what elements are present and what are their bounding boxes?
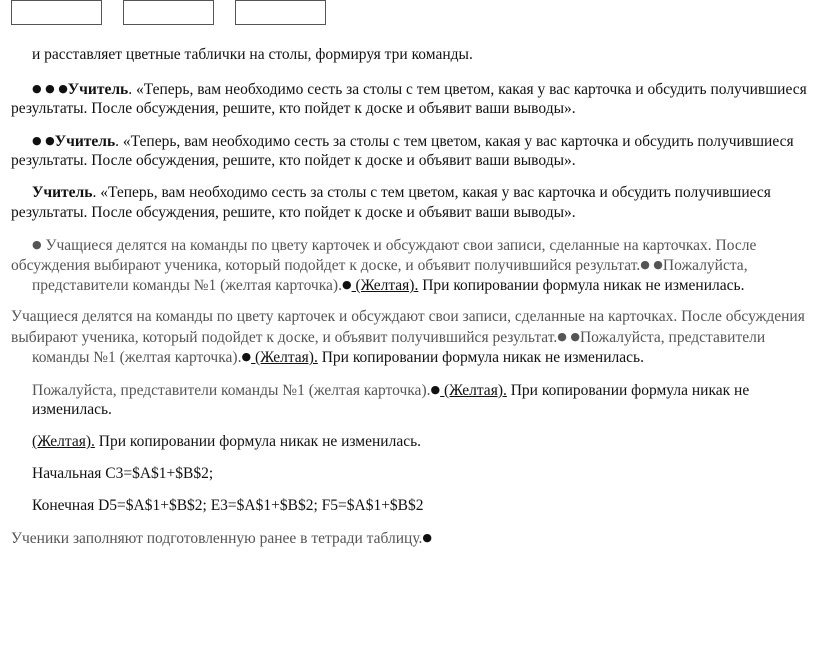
paragraph-text: При копировании формула никак не [506, 382, 750, 399]
paragraph-text: Пожалуйста, представители [579, 329, 766, 346]
paragraph-text: представители команды №1 (желтая карточка). [32, 277, 342, 294]
paragraph-5-line-3 [32, 275, 744, 296]
paragraph-text: Учащиеся делятся на команды по цвету карточек и обсуждают свои записи, сделанные на карточках. После [41, 237, 757, 254]
paragraph-6-line-1: Учащиеся делятся на команды по цвету карточек и обсуждают свои записи, сделанные на карточках. После обсуждения [11, 308, 805, 325]
paragraph-text: При копировании формула никак не изменилась. [418, 277, 745, 294]
paragraph-2-line-1 [32, 79, 807, 100]
yellow-link[interactable]: (Желтая). [440, 382, 507, 399]
bullet-icon: ● ● [32, 134, 55, 147]
paragraph-text: . «Теперь, вам необходимо сесть за столы с тем цветом, какая у вас карточка и обсудить получившиеся [115, 133, 794, 150]
bullet-icon: ● [422, 531, 433, 544]
paragraph-text: обсуждения выбирают ученика, который подойдет к доске, и объявит получившийся результат. [11, 257, 641, 274]
yellow-link[interactable]: (Желтая). [32, 433, 95, 450]
bullet-icon: ● [341, 278, 352, 291]
paragraph-text: Пожалуйста, [662, 257, 748, 274]
paragraph-5-line-2 [11, 255, 748, 276]
paragraph-text: выбирают ученика, который подойдет к доске, и объявит получившийся результат. [11, 329, 558, 346]
paragraph-11 [11, 528, 432, 549]
paragraph-4-line-2: результаты. После обсуждения, решите, кто пойдет к доске и объявит ваши выводы». [11, 204, 576, 221]
paragraph-6-line-2 [11, 327, 765, 348]
paragraph-3-line-2: результаты. После обсуждения, решите, кто пойдет к доске и объявит ваши выводы». [11, 152, 576, 169]
paragraph-text: . «Теперь, вам необходимо сесть за столы с тем цветом, какая у вас карточка и обсудить получившиеся [128, 81, 807, 98]
paragraph-text: При копировании формула никак не изменилась. [94, 433, 422, 450]
bullet-icon: ● ● [557, 330, 580, 343]
paragraph-6-line-3 [32, 347, 644, 368]
text-box-1[interactable] [11, 0, 102, 25]
bullet-icon: ● [32, 238, 42, 251]
paragraph-7-line-1 [32, 380, 749, 401]
paragraph-7-line-2: изменилась. [32, 401, 112, 418]
paragraph-text: Ученики заполняют подготовленную ранее в тетради таблицу. [11, 530, 423, 547]
teacher-label: Учитель [54, 133, 116, 150]
paragraph-5-line-1 [32, 235, 756, 256]
paragraph-1: и расставляет цветные таблички на столы, формируя три команды. [32, 46, 473, 63]
yellow-link[interactable]: (Желтая). [351, 277, 419, 294]
paragraph-text: команды №1 (желтая карточка). [32, 349, 242, 366]
paragraph-3-line-1 [32, 131, 794, 152]
formula-end: Конечная D5=$A$1+$B$2; E3=$A$1+$B$2; F5=$A$1+$B$2 [32, 497, 424, 514]
paragraph-4-line-1 [32, 183, 771, 203]
formula-start: Начальная С3=$A$1+$B$2; [32, 465, 214, 482]
teacher-label: Учитель [32, 184, 93, 201]
bullet-icon: ● [430, 383, 441, 396]
paragraph-8 [32, 432, 421, 452]
text-box-2[interactable] [123, 0, 214, 25]
text-box-3[interactable] [235, 0, 326, 25]
paragraph-text: . «Теперь, вам необходимо сесть за столы с тем цветом, какая у вас карточка и обсудить получившиеся [92, 184, 771, 201]
paragraph-text: При копировании формула никак не изменилась. [317, 349, 644, 366]
bullet-icon: ● [241, 350, 252, 363]
paragraph-2-line-2: результаты. После обсуждения, решите, кто пойдет к доске и объявит ваши выводы». [11, 100, 576, 117]
bullet-icon: ● ● [640, 258, 663, 271]
teacher-label: Учитель [67, 81, 129, 98]
yellow-link[interactable]: (Желтая). [251, 349, 318, 366]
bullet-icon: ● ● ● [32, 82, 68, 95]
paragraph-text: Пожалуйста, представители команды №1 (желтая карточка). [32, 382, 431, 399]
